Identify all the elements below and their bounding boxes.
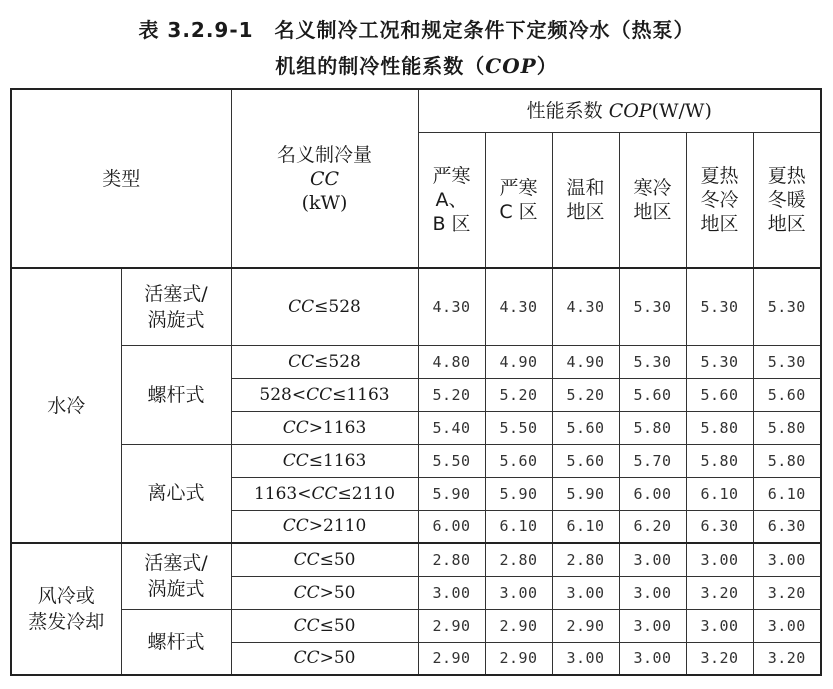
capacity-condition [231, 378, 418, 411]
header-zone-line: A、 [435, 188, 468, 211]
subtype-line: 活塞式/ [144, 282, 208, 305]
subtype-cell [121, 609, 231, 675]
header-zone-line: 地区 [700, 212, 739, 235]
cop-value: 5.70 [619, 444, 686, 477]
subtype-line: 涡旋式 [147, 308, 205, 331]
table-row [11, 543, 821, 576]
condition-cc: CC [306, 384, 333, 405]
cop-value: 5.20 [552, 378, 619, 411]
cop-value: 5.60 [552, 444, 619, 477]
condition-cc: CC [288, 296, 315, 317]
subtype-cell [121, 268, 231, 345]
category-line: 风冷或 [37, 585, 95, 607]
subtype-line: 螺杆式 [147, 383, 205, 406]
cop-value: 5.20 [418, 378, 485, 411]
header-zone-line: 夏热 [700, 164, 739, 187]
capacity-condition [231, 510, 418, 543]
header-zone-line: 夏热 [767, 164, 806, 187]
condition-relation: ≤1163 [308, 450, 367, 471]
cop-value: 6.00 [619, 477, 686, 510]
condition-relation: ≤2110 [337, 483, 396, 504]
table-title-line2 [0, 50, 833, 79]
cop-value: 3.00 [619, 642, 686, 675]
cop-value: 3.20 [686, 642, 753, 675]
cop-value: 3.00 [753, 543, 821, 576]
table-row [11, 268, 821, 345]
header-zone-line: 寒冷 [633, 176, 672, 199]
condition-relation: >2110 [308, 516, 367, 537]
cop-value: 5.60 [686, 378, 753, 411]
header-cop [418, 89, 821, 132]
cop-value: 5.30 [686, 345, 753, 378]
cop-value: 2.90 [485, 642, 552, 675]
cop-value: 2.80 [418, 543, 485, 576]
cop-value: 4.90 [552, 345, 619, 378]
subtype-line: 螺杆式 [147, 630, 205, 653]
header-cop-abbr: COP [608, 99, 652, 122]
cop-value: 2.80 [485, 543, 552, 576]
cop-value: 4.30 [485, 268, 552, 345]
cop-value: 5.60 [485, 444, 552, 477]
capacity-condition [231, 411, 418, 444]
cop-value: 2.90 [552, 609, 619, 642]
category-cell [11, 268, 121, 543]
condition-cc: CC [293, 582, 320, 603]
table-row [11, 444, 821, 477]
capacity-condition [231, 642, 418, 675]
cop-value: 3.20 [686, 576, 753, 609]
cop-value: 5.90 [418, 477, 485, 510]
condition-relation: ≤1163 [332, 384, 390, 405]
cop-value: 5.90 [485, 477, 552, 510]
header-cop-unit: (W/W) [651, 99, 712, 122]
condition-cc: CC [282, 450, 309, 471]
cop-table [10, 88, 822, 676]
condition-relation: ≤528 [314, 296, 361, 317]
category-line: 水冷 [47, 394, 86, 417]
subtype-cell [121, 543, 231, 609]
condition-lower-bound: 528< [259, 384, 307, 405]
header-zone [686, 132, 753, 268]
capacity-condition [231, 345, 418, 378]
cop-value: 3.00 [619, 576, 686, 609]
cop-value: 5.40 [418, 411, 485, 444]
cop-value: 3.00 [552, 642, 619, 675]
header-zone-line: C 区 [499, 200, 538, 223]
cop-value: 5.60 [753, 378, 821, 411]
cop-value: 5.80 [753, 444, 821, 477]
header-zone [619, 132, 686, 268]
subtype-line: 离心式 [147, 482, 205, 505]
cop-value: 6.30 [686, 510, 753, 543]
header-zone-line: 严寒 [499, 176, 538, 199]
header-zone-line: 地区 [767, 212, 806, 235]
cop-value: 3.00 [485, 576, 552, 609]
header-capacity [231, 89, 418, 268]
condition-relation: ≤50 [319, 549, 356, 570]
condition-cc: CC [293, 549, 320, 570]
cop-value: 3.20 [753, 642, 821, 675]
condition-relation: ≤528 [314, 351, 361, 372]
cop-value: 5.50 [485, 411, 552, 444]
condition-relation: ≤50 [319, 615, 356, 636]
cop-value: 5.30 [619, 345, 686, 378]
cop-value: 5.20 [485, 378, 552, 411]
capacity-condition [231, 444, 418, 477]
capacity-condition [231, 268, 418, 345]
title-line2-suffix: ） [536, 54, 558, 78]
cop-value: 5.30 [753, 268, 821, 345]
header-cop-prefix: 性能系数 [526, 99, 609, 122]
cop-value: 4.30 [418, 268, 485, 345]
cop-value: 2.90 [485, 609, 552, 642]
table-title-line1: 表 3.2.9-1 名义制冷工况和规定条件下定频冷水（热泵） [138, 18, 695, 42]
subtype-line: 活塞式/ [144, 552, 208, 575]
cop-value: 6.10 [485, 510, 552, 543]
title-line2-prefix: 机组的制冷性能系数（ [275, 54, 486, 78]
header-zone [485, 132, 552, 268]
header-capacity-cc: CC [309, 167, 340, 190]
cop-value: 5.60 [619, 378, 686, 411]
cop-value: 3.00 [619, 543, 686, 576]
header-zone [753, 132, 821, 268]
header-capacity-label: 名义制冷量 [277, 143, 373, 166]
cop-value: 3.00 [753, 609, 821, 642]
condition-cc: CC [311, 483, 338, 504]
cop-value: 2.90 [418, 609, 485, 642]
cop-value: 5.50 [418, 444, 485, 477]
cop-value: 5.80 [686, 444, 753, 477]
cop-value: 3.00 [686, 609, 753, 642]
condition-cc: CC [282, 516, 309, 537]
cop-value: 5.90 [552, 477, 619, 510]
cop-value: 5.80 [686, 411, 753, 444]
cop-value: 3.00 [418, 576, 485, 609]
cop-value: 3.00 [619, 609, 686, 642]
table-row [11, 345, 821, 378]
header-zone-line: 冬暖 [767, 188, 806, 211]
cop-value: 6.10 [753, 477, 821, 510]
category-cell [11, 543, 121, 675]
header-type: 类型 [11, 89, 231, 268]
condition-cc: CC [282, 417, 309, 438]
title-cop: COP [485, 54, 537, 78]
cop-value: 3.00 [686, 543, 753, 576]
condition-cc: CC [293, 615, 320, 636]
cop-value: 2.80 [552, 543, 619, 576]
cop-value: 6.10 [686, 477, 753, 510]
capacity-condition [231, 609, 418, 642]
capacity-condition [231, 477, 418, 510]
cop-value: 2.90 [418, 642, 485, 675]
table-row [11, 609, 821, 642]
header-zone-line: 地区 [566, 200, 605, 223]
header-zone [418, 132, 485, 268]
condition-relation: >50 [319, 648, 356, 669]
cop-value: 6.30 [753, 510, 821, 543]
header-zone-line: 地区 [633, 200, 672, 223]
cop-value: 6.20 [619, 510, 686, 543]
header-zone [552, 132, 619, 268]
header-zone-line: 冬冷 [700, 188, 739, 211]
cop-value: 4.90 [485, 345, 552, 378]
subtype-cell [121, 345, 231, 444]
cop-value: 4.80 [418, 345, 485, 378]
header-zone-line: 温和 [566, 176, 605, 199]
cop-value: 4.30 [552, 268, 619, 345]
category-line: 蒸发冷却 [28, 611, 105, 633]
cop-value: 5.80 [619, 411, 686, 444]
cop-value: 3.20 [753, 576, 821, 609]
cop-value: 3.00 [552, 576, 619, 609]
cop-value: 5.30 [686, 268, 753, 345]
subtype-line: 涡旋式 [147, 578, 205, 601]
header-zone-line: 严寒 [432, 164, 471, 187]
header-capacity-unit: (kW) [301, 191, 348, 214]
cop-value: 5.30 [619, 268, 686, 345]
condition-cc: CC [288, 351, 315, 372]
condition-relation: >50 [319, 582, 356, 603]
condition-cc: CC [293, 648, 320, 669]
condition-relation: >1163 [308, 417, 367, 438]
capacity-condition [231, 543, 418, 576]
condition-lower-bound: 1163< [253, 483, 312, 504]
header-zone-line: B 区 [432, 212, 471, 235]
cop-value: 5.60 [552, 411, 619, 444]
subtype-cell [121, 444, 231, 543]
cop-value: 6.00 [418, 510, 485, 543]
cop-value: 5.30 [753, 345, 821, 378]
cop-value: 5.80 [753, 411, 821, 444]
cop-value: 6.10 [552, 510, 619, 543]
capacity-condition [231, 576, 418, 609]
